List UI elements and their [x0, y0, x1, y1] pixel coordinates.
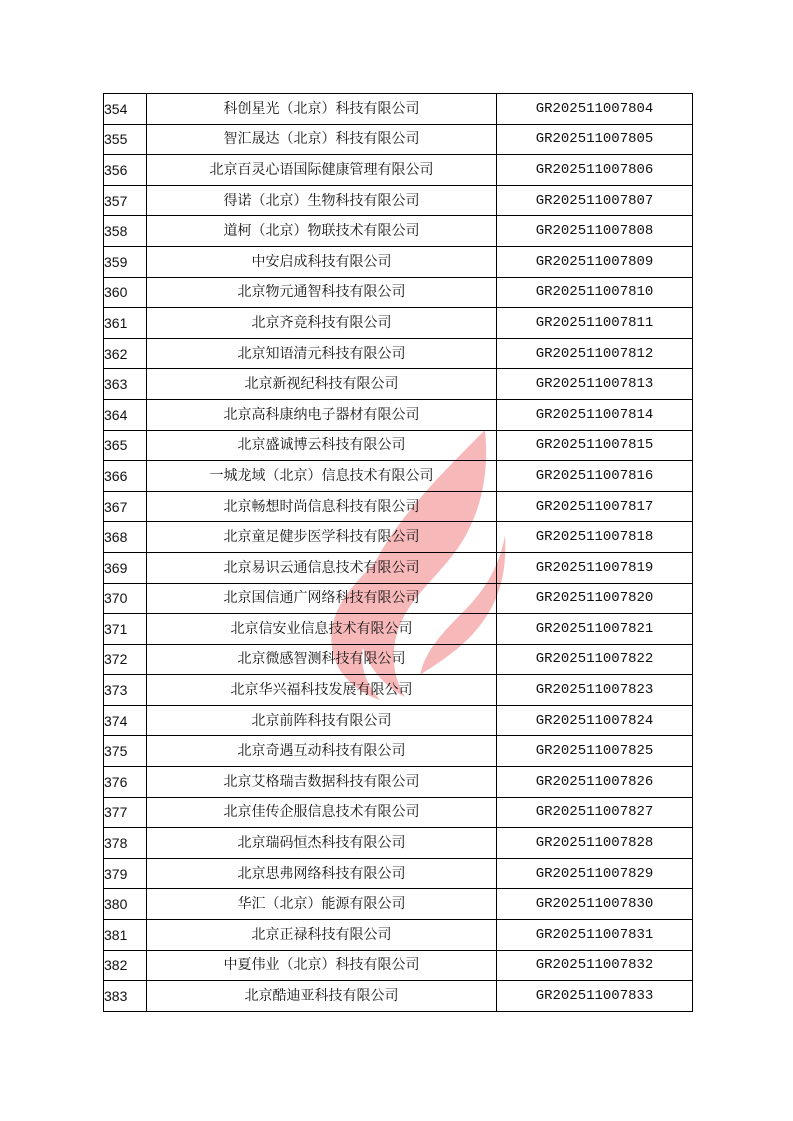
certificate-number-cell: GR202511007805 — [497, 124, 693, 155]
company-name-cell: 北京艾格瑞吉数据科技有限公司 — [147, 767, 497, 798]
company-name-cell: 北京华兴福科技发展有限公司 — [147, 675, 497, 706]
table-row — [104, 308, 693, 339]
row-number-cell: 354 — [104, 94, 147, 125]
table-row — [104, 338, 693, 369]
table-row — [104, 828, 693, 859]
row-number-cell: 358 — [104, 216, 147, 247]
certificate-number-cell: GR202511007818 — [497, 522, 693, 553]
certificate-number-cell: GR202511007806 — [497, 155, 693, 186]
table-row — [104, 369, 693, 400]
company-name-cell: 北京齐竞科技有限公司 — [147, 308, 497, 339]
company-name-cell: 北京微感智测科技有限公司 — [147, 644, 497, 675]
table-row — [104, 583, 693, 614]
row-number-cell: 370 — [104, 583, 147, 614]
certificate-number-cell: GR202511007830 — [497, 889, 693, 920]
company-name-cell: 北京瑞码恒杰科技有限公司 — [147, 828, 497, 859]
certificate-number-cell: GR202511007832 — [497, 950, 693, 981]
company-name-cell: 科创星光（北京）科技有限公司 — [147, 94, 497, 125]
company-name-cell: 北京奇遇互动科技有限公司 — [147, 736, 497, 767]
row-number-cell: 368 — [104, 522, 147, 553]
certificate-number-cell: GR202511007809 — [497, 246, 693, 277]
table-row — [104, 981, 693, 1012]
row-number-cell: 360 — [104, 277, 147, 308]
certificate-number-cell: GR202511007825 — [497, 736, 693, 767]
row-number-cell: 362 — [104, 338, 147, 369]
table-row — [104, 216, 693, 247]
table-row — [104, 399, 693, 430]
table-row — [104, 614, 693, 645]
table-row — [104, 797, 693, 828]
certificate-number-cell: GR202511007814 — [497, 399, 693, 430]
row-number-cell: 372 — [104, 644, 147, 675]
company-name-cell: 北京酷迪亚科技有限公司 — [147, 981, 497, 1012]
certificate-number-cell: GR202511007808 — [497, 216, 693, 247]
row-number-cell: 375 — [104, 736, 147, 767]
certificate-number-cell: GR202511007823 — [497, 675, 693, 706]
table-row — [104, 889, 693, 920]
row-number-cell: 371 — [104, 614, 147, 645]
row-number-cell: 367 — [104, 491, 147, 522]
row-number-cell: 379 — [104, 858, 147, 889]
row-number-cell: 366 — [104, 461, 147, 492]
company-name-cell: 道柯（北京）物联技术有限公司 — [147, 216, 497, 247]
company-name-cell: 北京童足健步医学科技有限公司 — [147, 522, 497, 553]
company-name-cell: 北京易识云通信息技术有限公司 — [147, 552, 497, 583]
row-number-cell: 381 — [104, 920, 147, 951]
certificate-number-cell: GR202511007820 — [497, 583, 693, 614]
company-name-cell: 中安启成科技有限公司 — [147, 246, 497, 277]
row-number-cell: 374 — [104, 705, 147, 736]
table-row — [104, 705, 693, 736]
company-name-cell: 北京信安业信息技术有限公司 — [147, 614, 497, 645]
certificate-number-cell: GR202511007822 — [497, 644, 693, 675]
certificate-number-cell: GR202511007829 — [497, 858, 693, 889]
company-name-cell: 中夏伟业（北京）科技有限公司 — [147, 950, 497, 981]
row-number-cell: 382 — [104, 950, 147, 981]
certificate-number-cell: GR202511007811 — [497, 308, 693, 339]
company-name-cell: 北京佳传企服信息技术有限公司 — [147, 797, 497, 828]
table-row — [104, 522, 693, 553]
table-row — [104, 767, 693, 798]
company-name-cell: 北京物元通智科技有限公司 — [147, 277, 497, 308]
table-row — [104, 246, 693, 277]
certificate-number-cell: GR202511007810 — [497, 277, 693, 308]
company-list-table — [103, 93, 693, 1012]
company-list-body — [104, 94, 693, 1012]
row-number-cell: 357 — [104, 185, 147, 216]
row-number-cell: 373 — [104, 675, 147, 706]
certificate-number-cell: GR202511007804 — [497, 94, 693, 125]
table-row — [104, 124, 693, 155]
table-row — [104, 950, 693, 981]
company-name-cell: 智汇晟达（北京）科技有限公司 — [147, 124, 497, 155]
table-row — [104, 552, 693, 583]
table-row — [104, 736, 693, 767]
company-name-cell: 北京正禄科技有限公司 — [147, 920, 497, 951]
company-name-cell: 北京高科康纳电子器材有限公司 — [147, 399, 497, 430]
certificate-number-cell: GR202511007816 — [497, 461, 693, 492]
table-row — [104, 461, 693, 492]
company-name-cell: 北京畅想时尚信息科技有限公司 — [147, 491, 497, 522]
certificate-number-cell: GR202511007807 — [497, 185, 693, 216]
certificate-number-cell: GR202511007828 — [497, 828, 693, 859]
row-number-cell: 378 — [104, 828, 147, 859]
row-number-cell: 380 — [104, 889, 147, 920]
table-row — [104, 675, 693, 706]
table-row — [104, 858, 693, 889]
row-number-cell: 355 — [104, 124, 147, 155]
certificate-number-cell: GR202511007817 — [497, 491, 693, 522]
row-number-cell: 383 — [104, 981, 147, 1012]
certificate-number-cell: GR202511007819 — [497, 552, 693, 583]
company-name-cell: 一城龙域（北京）信息技术有限公司 — [147, 461, 497, 492]
certificate-number-cell: GR202511007826 — [497, 767, 693, 798]
row-number-cell: 376 — [104, 767, 147, 798]
company-name-cell: 北京知语清元科技有限公司 — [147, 338, 497, 369]
certificate-number-cell: GR202511007833 — [497, 981, 693, 1012]
certificate-number-cell: GR202511007827 — [497, 797, 693, 828]
certificate-number-cell: GR202511007831 — [497, 920, 693, 951]
certificate-number-cell: GR202511007815 — [497, 430, 693, 461]
table-row — [104, 185, 693, 216]
table-row — [104, 644, 693, 675]
table-row — [104, 491, 693, 522]
company-name-cell: 北京前阵科技有限公司 — [147, 705, 497, 736]
table-row — [104, 430, 693, 461]
company-name-cell: 北京国信通广网络科技有限公司 — [147, 583, 497, 614]
row-number-cell: 377 — [104, 797, 147, 828]
row-number-cell: 361 — [104, 308, 147, 339]
row-number-cell: 363 — [104, 369, 147, 400]
company-name-cell: 得诺（北京）生物科技有限公司 — [147, 185, 497, 216]
table-row — [104, 920, 693, 951]
company-name-cell: 北京百灵心语国际健康管理有限公司 — [147, 155, 497, 186]
certificate-number-cell: GR202511007821 — [497, 614, 693, 645]
company-name-cell: 北京新视纪科技有限公司 — [147, 369, 497, 400]
company-name-cell: 北京思弗网络科技有限公司 — [147, 858, 497, 889]
row-number-cell: 365 — [104, 430, 147, 461]
row-number-cell: 369 — [104, 552, 147, 583]
row-number-cell: 364 — [104, 399, 147, 430]
company-name-cell: 北京盛诚博云科技有限公司 — [147, 430, 497, 461]
row-number-cell: 359 — [104, 246, 147, 277]
certificate-number-cell: GR202511007813 — [497, 369, 693, 400]
row-number-cell: 356 — [104, 155, 147, 186]
certificate-number-cell: GR202511007824 — [497, 705, 693, 736]
company-name-cell: 华汇（北京）能源有限公司 — [147, 889, 497, 920]
table-row — [104, 94, 693, 125]
table-row — [104, 155, 693, 186]
certificate-number-cell: GR202511007812 — [497, 338, 693, 369]
table-row — [104, 277, 693, 308]
